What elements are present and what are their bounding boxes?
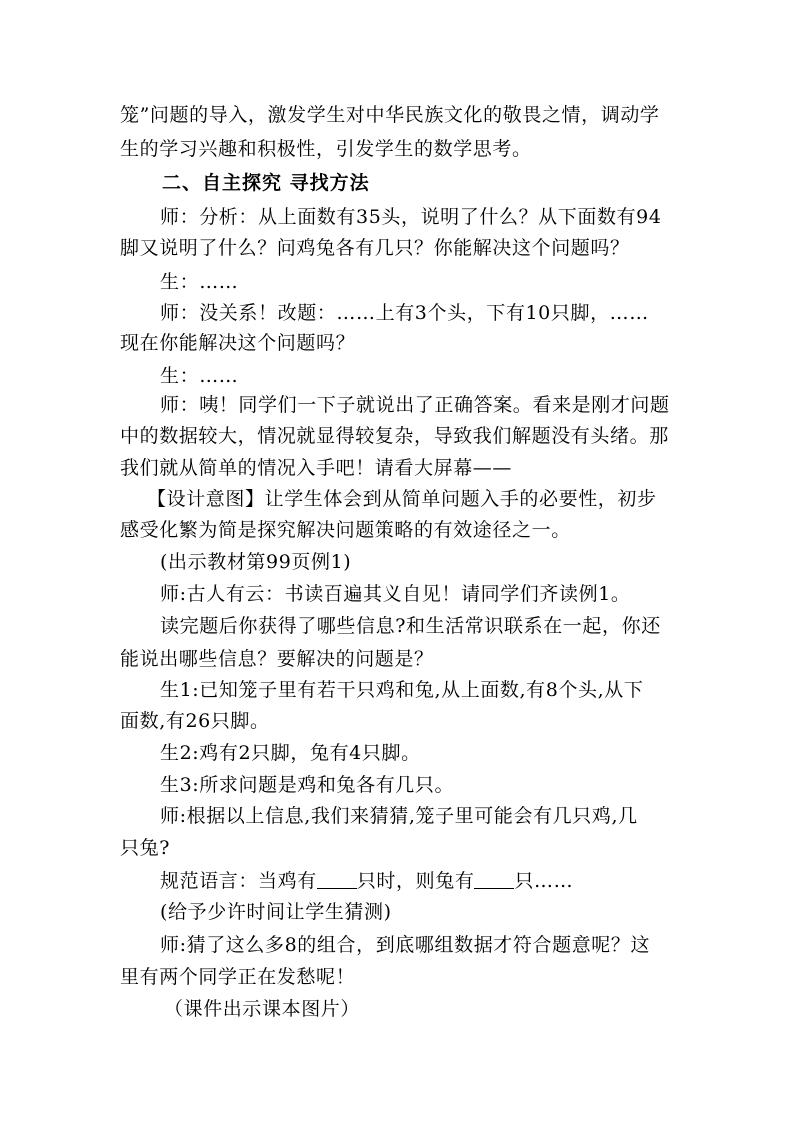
paragraph-line: 师：没关系！改题：……上有3个头，下有10只脚，…… xyxy=(160,302,649,324)
section-heading: 二、自主探究 寻找方法 xyxy=(162,172,370,194)
paragraph-line: 笼”问题的导入，激发学生对中华民族文化的敬畏之情，调动学 xyxy=(120,104,660,126)
paragraph-line: 现在你能解决这个问题吗？ xyxy=(120,332,356,354)
paragraph-line: 师:猜了这么多8的组合，到底哪组数据才符合题意呢？这 xyxy=(160,934,651,956)
paragraph-line: 生：…… xyxy=(160,365,239,387)
template-sentence-part: 规范语言：当鸡有 xyxy=(160,870,317,892)
fill-blank xyxy=(317,870,357,889)
paragraph-line: 生2:鸡有2只脚，兔有4只脚。 xyxy=(160,742,421,764)
paragraph-line: 生3:所求问题是鸡和兔各有几只。 xyxy=(160,774,455,796)
paragraph-line: 感受化繁为简是探究解决问题策略的有效途径之一。 xyxy=(120,519,571,541)
template-sentence-part: 只时，则兔有 xyxy=(356,870,475,892)
design-intent-line: 【设计意图】让学生体会到从简单问题入手的必要性，初步 xyxy=(147,488,657,510)
paragraph-line: 脚又说明了什么？问鸡兔各有几只？你能解决这个问题吗？ xyxy=(120,237,630,259)
paragraph-line: 里有两个同学正在发愁呢！ xyxy=(120,966,356,988)
paragraph-line: 面数,有26只脚。 xyxy=(120,710,270,732)
fill-blank xyxy=(474,870,514,889)
paragraph-line: 师：咦！同学们一下子就说出了正确答案。看来是刚才问题 xyxy=(160,394,670,416)
paragraph-line: 师:古人有云：书读百遍其义自见！请同学们齐读例1。 xyxy=(160,583,631,605)
paragraph-line: 中的数据较大，情况就显得较复杂，导致我们解题没有头绪。那 xyxy=(120,425,669,447)
paragraph-line: 我们就从简单的情况入手吧！请看大屏幕—— xyxy=(120,457,513,479)
paragraph-line: (给予少许时间让学生猜测) xyxy=(160,901,392,923)
paragraph-line: 生：…… xyxy=(160,271,239,293)
paragraph-line: 师:根据以上信息,我们来猜猜,笼子里可能会有几只鸡,几 xyxy=(160,805,638,827)
template-sentence-part: 只…… xyxy=(514,870,574,892)
paragraph-line: 生的学习兴趣和积极性，引发学生的数学思考。 xyxy=(120,138,532,160)
paragraph-line: 师：分析：从上面数有35头，说明了什么？从下面数有94 xyxy=(160,206,662,228)
paragraph-line: （课件出示课本图片） xyxy=(164,998,361,1020)
paragraph-line: (出示教材第99页例1) xyxy=(160,551,352,573)
paragraph-line: 只兔? xyxy=(120,837,170,859)
paragraph-line: 读完题后你获得了哪些信息?和生活常识联系在一起，你还 xyxy=(160,615,661,637)
template-sentence-line xyxy=(160,869,573,893)
paragraph-line: 能说出哪些信息？要解决的问题是？ xyxy=(120,648,434,670)
paragraph-line: 生1:已知笼子里有若干只鸡和兔,从上面数,有8个头,从下 xyxy=(160,679,644,701)
